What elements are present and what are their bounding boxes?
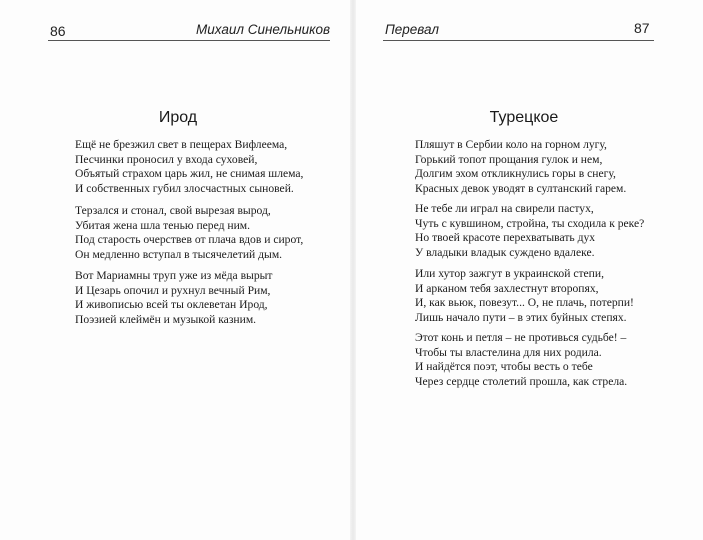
right-running-head: Перевал	[385, 22, 440, 37]
verse-line: Терзался и стонал, свой вырезая вырод,	[75, 204, 271, 217]
left-stanza-1	[75, 138, 303, 196]
verse-line: Чуть с кувшином, стройна, ты сходила к реке?	[415, 216, 645, 230]
left-header-rule	[48, 40, 330, 41]
right-stanza-4	[415, 331, 627, 389]
verse-line: Убитая жена шла тенью перед ним.	[75, 218, 251, 232]
verse-line: Лишь начало пути – в этих буйных степях.	[415, 310, 627, 324]
right-header-rule	[383, 40, 654, 41]
verse-line: Ещё не брезжил свет в пещерах Вифлеема,	[75, 138, 288, 151]
verse-line: Через сердце столетий прошла, как стрела.	[415, 374, 628, 388]
verse-line: Пляшут в Сербии коло на горном лугу,	[415, 138, 607, 151]
verse-line: И живописью всей ты оклеветан Ирод,	[75, 298, 268, 311]
verse-line: И арканом тебя захлестнут второпях,	[415, 281, 599, 295]
verse-line: Не тебе ли играл на свирели пастух,	[415, 202, 594, 215]
right-page	[356, 0, 703, 540]
verse-line: Долгим эхом откликнулись горы в снегу,	[415, 167, 616, 180]
verse-line: Горький топот прощания гулок и нем,	[415, 152, 603, 166]
left-stanza-2	[75, 204, 303, 262]
verse-line: И найдётся поэт, чтобы весть о тебе	[415, 360, 593, 373]
verse-line: У владыки владык суждено вдалеке.	[415, 245, 595, 259]
verse-line: Песчинки проносил у входа суховей,	[75, 152, 258, 166]
right-stanza-2	[415, 202, 644, 260]
verse-line: Или хутор зажгут в украинской степи,	[415, 267, 604, 280]
verse-line: И собственных губил злосчастных сыновей.	[75, 181, 294, 195]
verse-line: Но твоей красоте перехватывать дух	[415, 231, 596, 244]
right-page-number: 87	[634, 20, 650, 36]
verse-line: Поэзией клеймён и музыкой казним.	[75, 312, 257, 326]
poem-title-turetskoe: Турецкое	[489, 109, 559, 126]
verse-line: Он медленно вступал в тысячелетий дым.	[75, 247, 283, 261]
left-page	[0, 0, 350, 540]
poem-title-irod: Ирод	[158, 109, 198, 126]
left-page-number: 86	[50, 23, 66, 39]
verse-line: Вот Мариамны труп уже из мёда вырыт	[75, 269, 273, 282]
verse-line: Чтобы ты властелина для них родила.	[415, 345, 602, 359]
verse-line: Этот конь и петля – не противься судьбе! –	[415, 331, 627, 344]
verse-line: Красных девок уводят в султанский гарем.	[415, 181, 627, 195]
left-stanza-3	[75, 269, 273, 327]
left-running-head: Михаил Синельников	[196, 22, 331, 37]
verse-line: Объятый страхом царь жил, не снимая шлема,	[75, 167, 304, 180]
right-stanza-3	[415, 267, 634, 325]
verse-line: И Цезарь опочил и рухнул вечный Рим,	[75, 283, 271, 297]
verse-line: Под старость очерствев от плача вдов и сирот,	[75, 233, 304, 246]
right-stanza-1	[415, 138, 626, 196]
verse-line: И, как вьюк, повезут... О, не плачь, потерпи!	[415, 296, 634, 309]
